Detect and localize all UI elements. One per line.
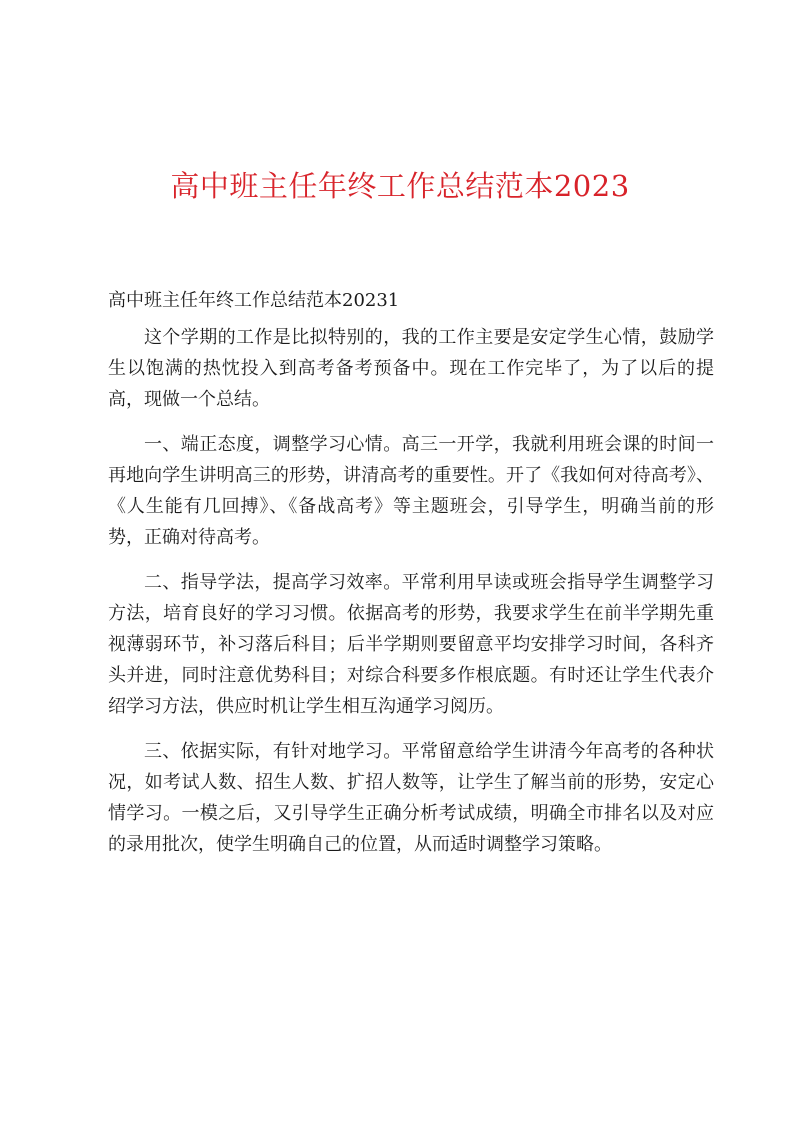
paragraph-section-3: 三、依据实际，有针对地学习。平常留意给学生讲清今年高考的各种状况，如考试人数、招生人数、扩招人数等，让学生了解当前的形势，安定心情学习。一模之后，又引导学生正确分析考试成绩，明确全市排名以及对应的录用批次，使学生明确自己的位置，从而适时调整学习策略。 [108, 741, 714, 855]
document-body [108, 285, 714, 874]
document-subtitle: 高中班主任年终工作总结范本20231 [108, 290, 400, 311]
paragraph-section-2: 二、指导学法，提高学习效率。平常利用早读或班会指导学生调整学习方法，培育良好的学习习惯。依据高考的形势，我要求学生在前半学期先重视薄弱环节，补习落后科目；后半学期则要留意平均安排学习时间，各科齐头并进，同时注意优势科目；对综合科要多作根底题。有时还让学生代表介绍学习方法，供应时机让学生相互沟通学习阅历。 [108, 572, 714, 717]
paragraph-section-1: 一、端正态度，调整学习心情。高三一开学，我就利用班会课的时间一再地向学生讲明高三的形势，讲清高考的重要性。开了《我如何对待高考》、《人生能有几回搏》、《备战高考》等主题班会，引导学生，明确当前的形势，正确对待高考。 [108, 434, 714, 548]
paragraph-intro: 这个学期的工作是比拟特别的，我的工作主要是安定学生心情，鼓励学生以饱满的热忱投入到高考备考预备中。现在工作完毕了，为了以后的提高，现做一个总结。 [108, 327, 714, 410]
document-title: 高中班主任年终工作总结范本2023 [170, 169, 630, 203]
